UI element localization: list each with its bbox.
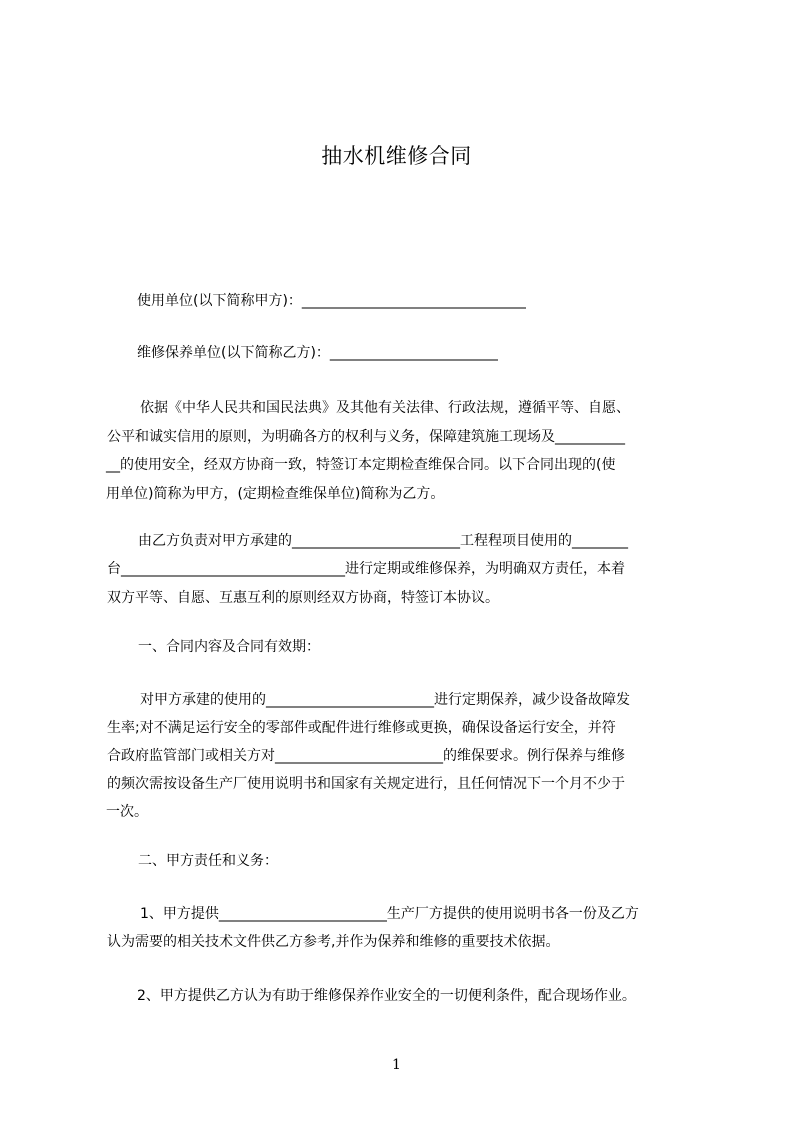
party-b-line: 维修保养单位(以下简称乙方)：________________________ (137, 345, 498, 361)
paragraph-line: 依据《中华人民共和国民法典》及其他有关法律、行政法规，遵循平等、自愿、 (140, 400, 630, 416)
paragraph-line: 的频次需按设备生产厂使用说明书和国家有关规定进行，且任何情况下一个月不少于 (107, 776, 625, 792)
list-item: 1、甲方提供________________________生产厂方提供的使用说明书各一份及乙方 (140, 906, 639, 922)
section-heading: 二、甲方责任和义务： (138, 853, 278, 869)
section-heading: 一、合同内容及合同有效期： (138, 639, 320, 655)
paragraph-line: 由乙方负责对甲方承建的________________________工程程项目使用的________ (138, 533, 628, 549)
paragraph-line: 一次。 (106, 804, 148, 820)
list-item: 认为需要的相关技术文件供乙方参考,并作为保养和维修的重要技术依据。 (107, 934, 560, 950)
list-item: 2、甲方提供乙方认为有助于维修保养作业安全的一切便利条件，配合现场作业。 (137, 988, 636, 1004)
paragraph-line: 用单位)简称为甲方，(定期检查维保单位)简称为乙方。 (106, 486, 445, 502)
page-number: 1 (392, 1057, 401, 1073)
paragraph-line: __的使用安全，经双方协商一致，特签订本定期检查维保合同。以下合同出现的(使 (106, 457, 616, 473)
paragraph-line: 台________________________________进行定期或维修保养，为明确双方责任，本着 (107, 561, 625, 577)
paragraph-line: 双方平等、自愿、互惠互利的原则经双方协商，特签订本协议。 (107, 590, 499, 606)
paragraph-line: 生率;对不满足运行安全的零部件或配件进行维修或更换，确保设备运行安全，并符 (107, 720, 616, 736)
paragraph-line: 对甲方承建的使用的________________________进行定期保养，减少设备故障发 (140, 692, 630, 708)
party-a-line: 使用单位(以下简称甲方)：________________________________ (137, 293, 526, 309)
paragraph-line: 公平和诚实信用的原则，为明确各方的权利与义务，保障建筑施工现场及__________ (107, 429, 625, 445)
document-title: 抽水机维修合同 (321, 144, 472, 168)
paragraph-line: 合政府监管部门或相关方对________________________的维保要求。例行保养与维修 (107, 748, 625, 764)
